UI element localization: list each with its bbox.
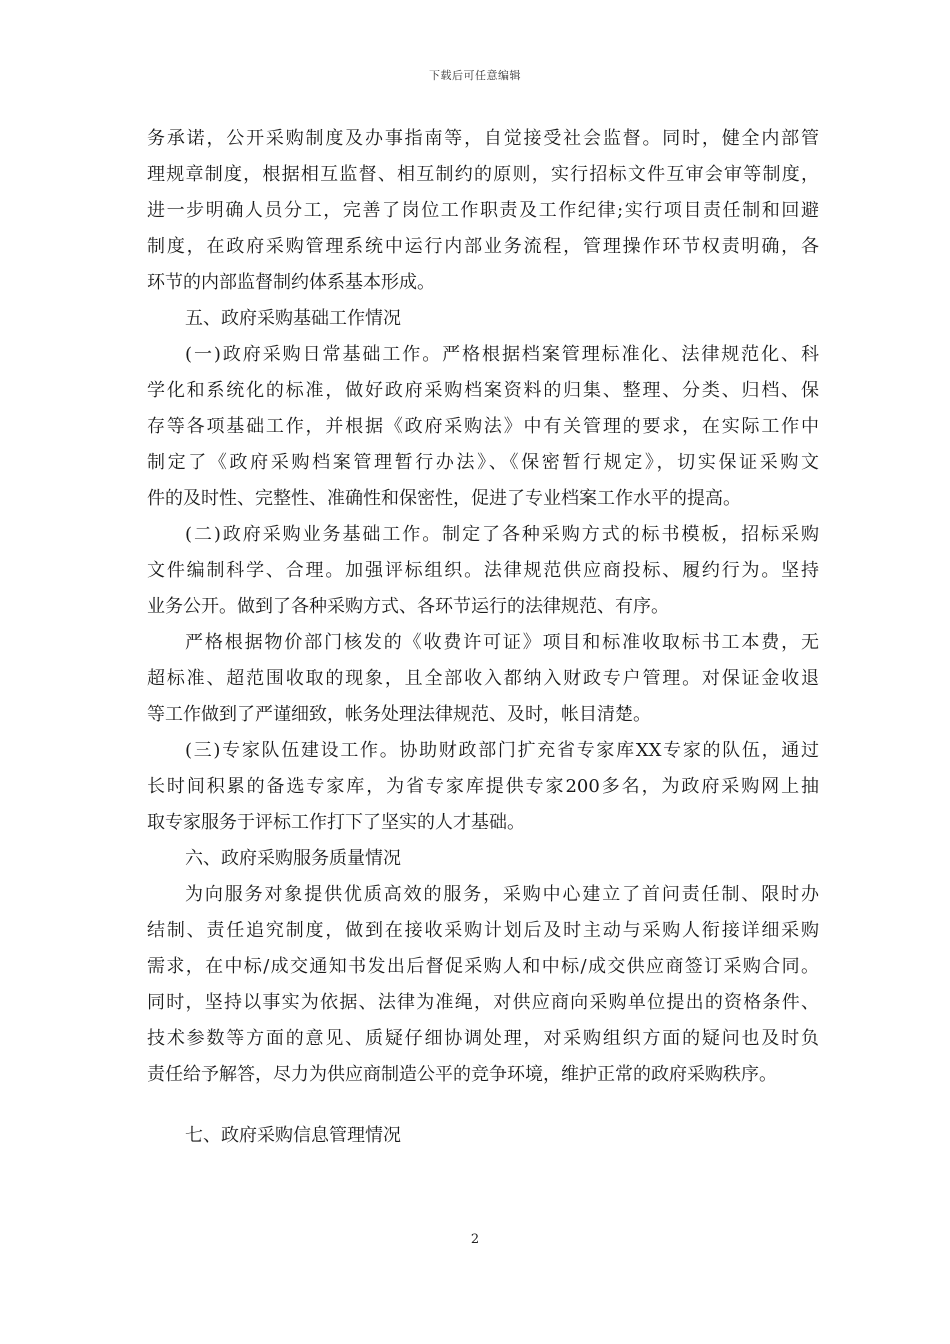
text-line: 存等各项基础工作，并根据《政府采购法》中有关管理的要求，在实际工作中 — [147, 416, 819, 437]
text-line: (一)政府采购日常基础工作。严格根据档案管理标准化、法律规范化、科 — [185, 344, 819, 365]
text-line: 理规章制度，根据相互监督、相互制约的原则，实行招标文件互审会审等制度， — [147, 164, 819, 185]
text-line: 等工作做到了严谨细致，帐务处理法律规范、及时，帐目清楚。 — [147, 704, 651, 725]
paragraph — [147, 733, 819, 841]
page-number: 2 — [470, 1232, 480, 1247]
text-line: 制度，在政府采购管理系统中运行内部业务流程，管理操作环节权责明确，各 — [147, 236, 819, 257]
text-line: 责任给予解答，尽力为供应商制造公平的竞争环境，维护正常的政府采购秩序。 — [147, 1064, 777, 1085]
text-line: 文件编制科学、合理。加强评标组织。法律规范供应商投标、履约行为。坚持 — [147, 560, 819, 581]
text-line: 学化和系统化的标准，做好政府采购档案资料的归集、整理、分类、归档、保 — [147, 380, 819, 401]
paragraph — [147, 121, 819, 301]
paragraph — [147, 337, 819, 517]
text-line: (三)专家队伍建设工作。协助财政部门扩充省专家库XX专家的队伍，通过 — [185, 740, 819, 761]
heading-text: 七、政府采购信息管理情况 — [185, 1125, 401, 1146]
heading-text: 五、政府采购基础工作情况 — [185, 308, 401, 329]
text-line: 严格根据物价部门核发的《收费许可证》项目和标准收取标书工本费，无 — [185, 632, 819, 653]
text-line: 进一步明确人员分工，完善了岗位工作职责及工作纪律;实行项目责任制和回避 — [147, 200, 819, 221]
text-line: 技术参数等方面的意见、质疑仔细协调处理，对采购组织方面的疑问也及时负 — [147, 1028, 819, 1049]
text-line: 长时间积累的备选专家库，为省专家库提供专家200多名，为政府采购网上抽 — [147, 776, 819, 797]
text-line: 为向服务对象提供优质高效的服务，采购中心建立了首问责任制、限时办 — [185, 884, 819, 905]
section-heading — [147, 841, 819, 877]
paragraph — [147, 877, 819, 1093]
section-heading — [147, 1118, 819, 1154]
page-header: 下载后可任意编辑 — [429, 69, 521, 82]
text-line: 件的及时性、完整性、准确性和保密性，促进了专业档案工作水平的提高。 — [147, 488, 741, 509]
paragraph — [147, 517, 819, 625]
text-line: (二)政府采购业务基础工作。制定了各种采购方式的标书模板，招标采购 — [185, 524, 819, 545]
text-line: 制定了《政府采购档案管理暂行办法》、《保密暂行规定》，切实保证采购文 — [147, 452, 819, 473]
text-line: 业务公开。做到了各种采购方式、各环节运行的法律规范、有序。 — [147, 596, 669, 617]
text-line: 结制、责任追究制度，做到在接收采购计划后及时主动与采购人衔接详细采购 — [147, 920, 819, 941]
text-line: 同时，坚持以事实为依据、法律为准绳，对供应商向采购单位提出的资格条件、 — [147, 992, 819, 1013]
section-heading — [147, 301, 819, 337]
spacer — [147, 1093, 819, 1118]
paragraph — [147, 625, 819, 733]
heading-text: 六、政府采购服务质量情况 — [185, 848, 401, 869]
text-line: 取专家服务于评标工作打下了坚实的人才基础。 — [147, 812, 525, 833]
text-line: 务承诺，公开采购制度及办事指南等，自觉接受社会监督。同时，健全内部管 — [147, 128, 819, 149]
text-line: 超标准、超范围收取的现象，且全部收入都纳入财政专户管理。对保证金收退 — [147, 668, 819, 689]
document-body — [147, 121, 819, 1154]
text-line: 环节的内部监督制约体系基本形成。 — [147, 272, 435, 293]
text-line: 需求，在中标/成交通知书发出后督促采购人和中标/成交供应商签订采购合同。 — [147, 956, 819, 977]
